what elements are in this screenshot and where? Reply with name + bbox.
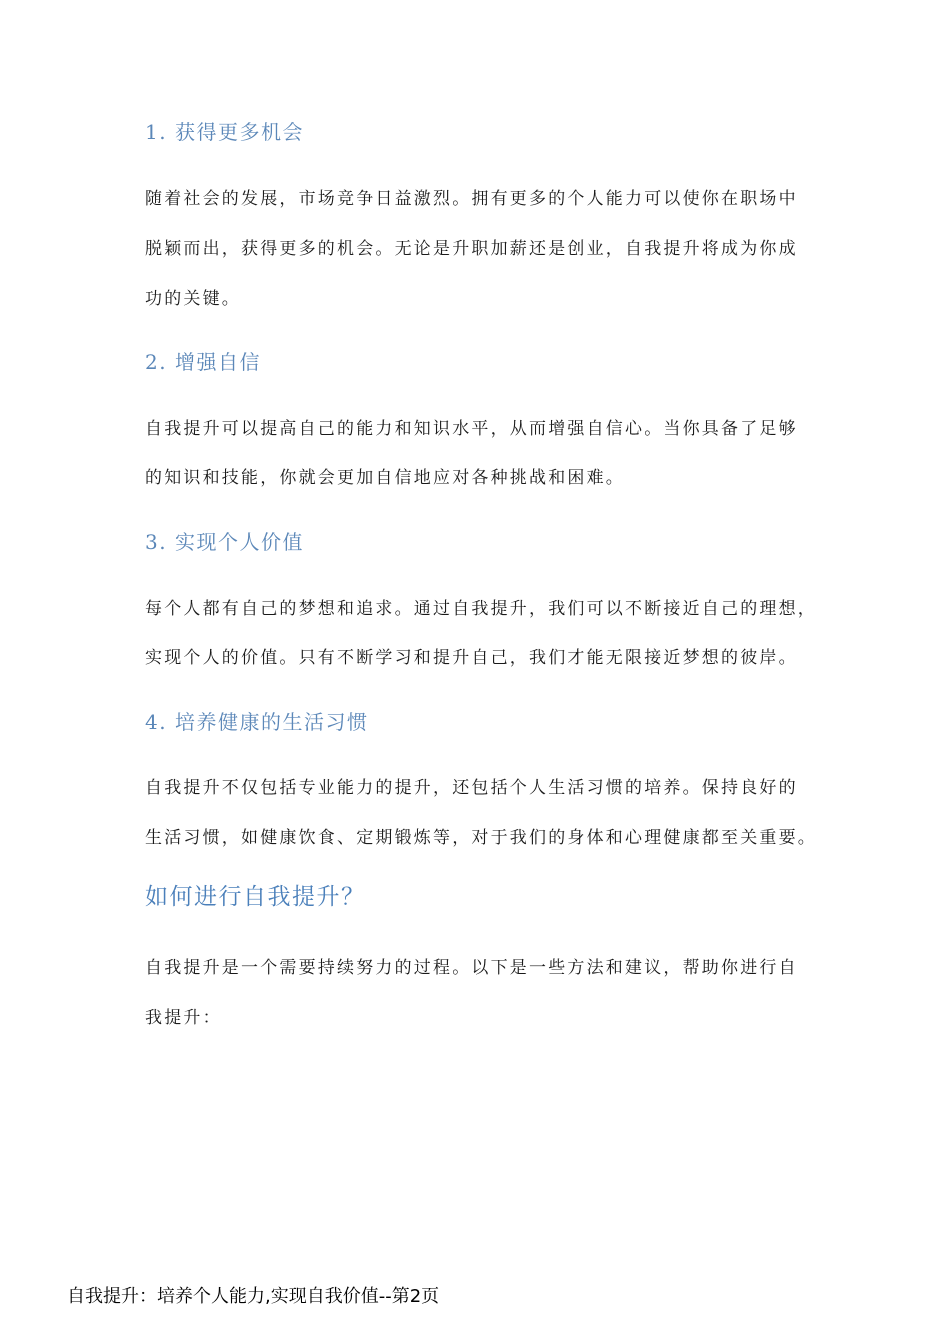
paragraph-line: 自我提升是一个需要持续努力的过程。以下是一些方法和建议，帮助你进行自 <box>145 958 798 978</box>
section-heading-healthy-habits: 4. 培养健康的生活习惯 <box>145 710 369 734</box>
paragraph-line: 脱颖而出，获得更多的机会。无论是升职加薪还是创业，自我提升将成为你成 <box>145 239 798 259</box>
paragraph-line: 我提升： <box>145 1008 222 1028</box>
section-heading-more-opportunities: 1. 获得更多机会 <box>145 120 304 144</box>
section-heading-personal-value: 3. 实现个人价值 <box>145 530 304 554</box>
paragraph-line: 自我提升不仅包括专业能力的提升，还包括个人生活习惯的培养。保持良好的 <box>145 778 798 798</box>
paragraph-line: 功的关键。 <box>145 289 241 309</box>
how-to-heading: 如何进行自我提升？ <box>145 884 366 910</box>
page-footer: 自我提升：培养个人能力,实现自我价值--第2页 <box>67 1286 440 1307</box>
paragraph-line: 生活习惯，如健康饮食、定期锻炼等，对于我们的身体和心理健康都至关重要。 <box>145 828 817 848</box>
paragraph-line: 的知识和技能，你就会更加自信地应对各种挑战和困难。 <box>145 468 625 488</box>
paragraph-line: 每个人都有自己的梦想和追求。通过自我提升，我们可以不断接近自己的理想， <box>145 599 817 619</box>
section-heading-confidence: 2. 增强自信 <box>145 350 261 374</box>
paragraph-line: 实现个人的价值。只有不断学习和提升自己，我们才能无限接近梦想的彼岸。 <box>145 648 798 668</box>
paragraph-line: 自我提升可以提高自己的能力和知识水平，从而增强自信心。当你具备了足够 <box>145 419 798 439</box>
paragraph-line: 随着社会的发展，市场竞争日益激烈。拥有更多的个人能力可以使你在职场中 <box>145 189 798 209</box>
